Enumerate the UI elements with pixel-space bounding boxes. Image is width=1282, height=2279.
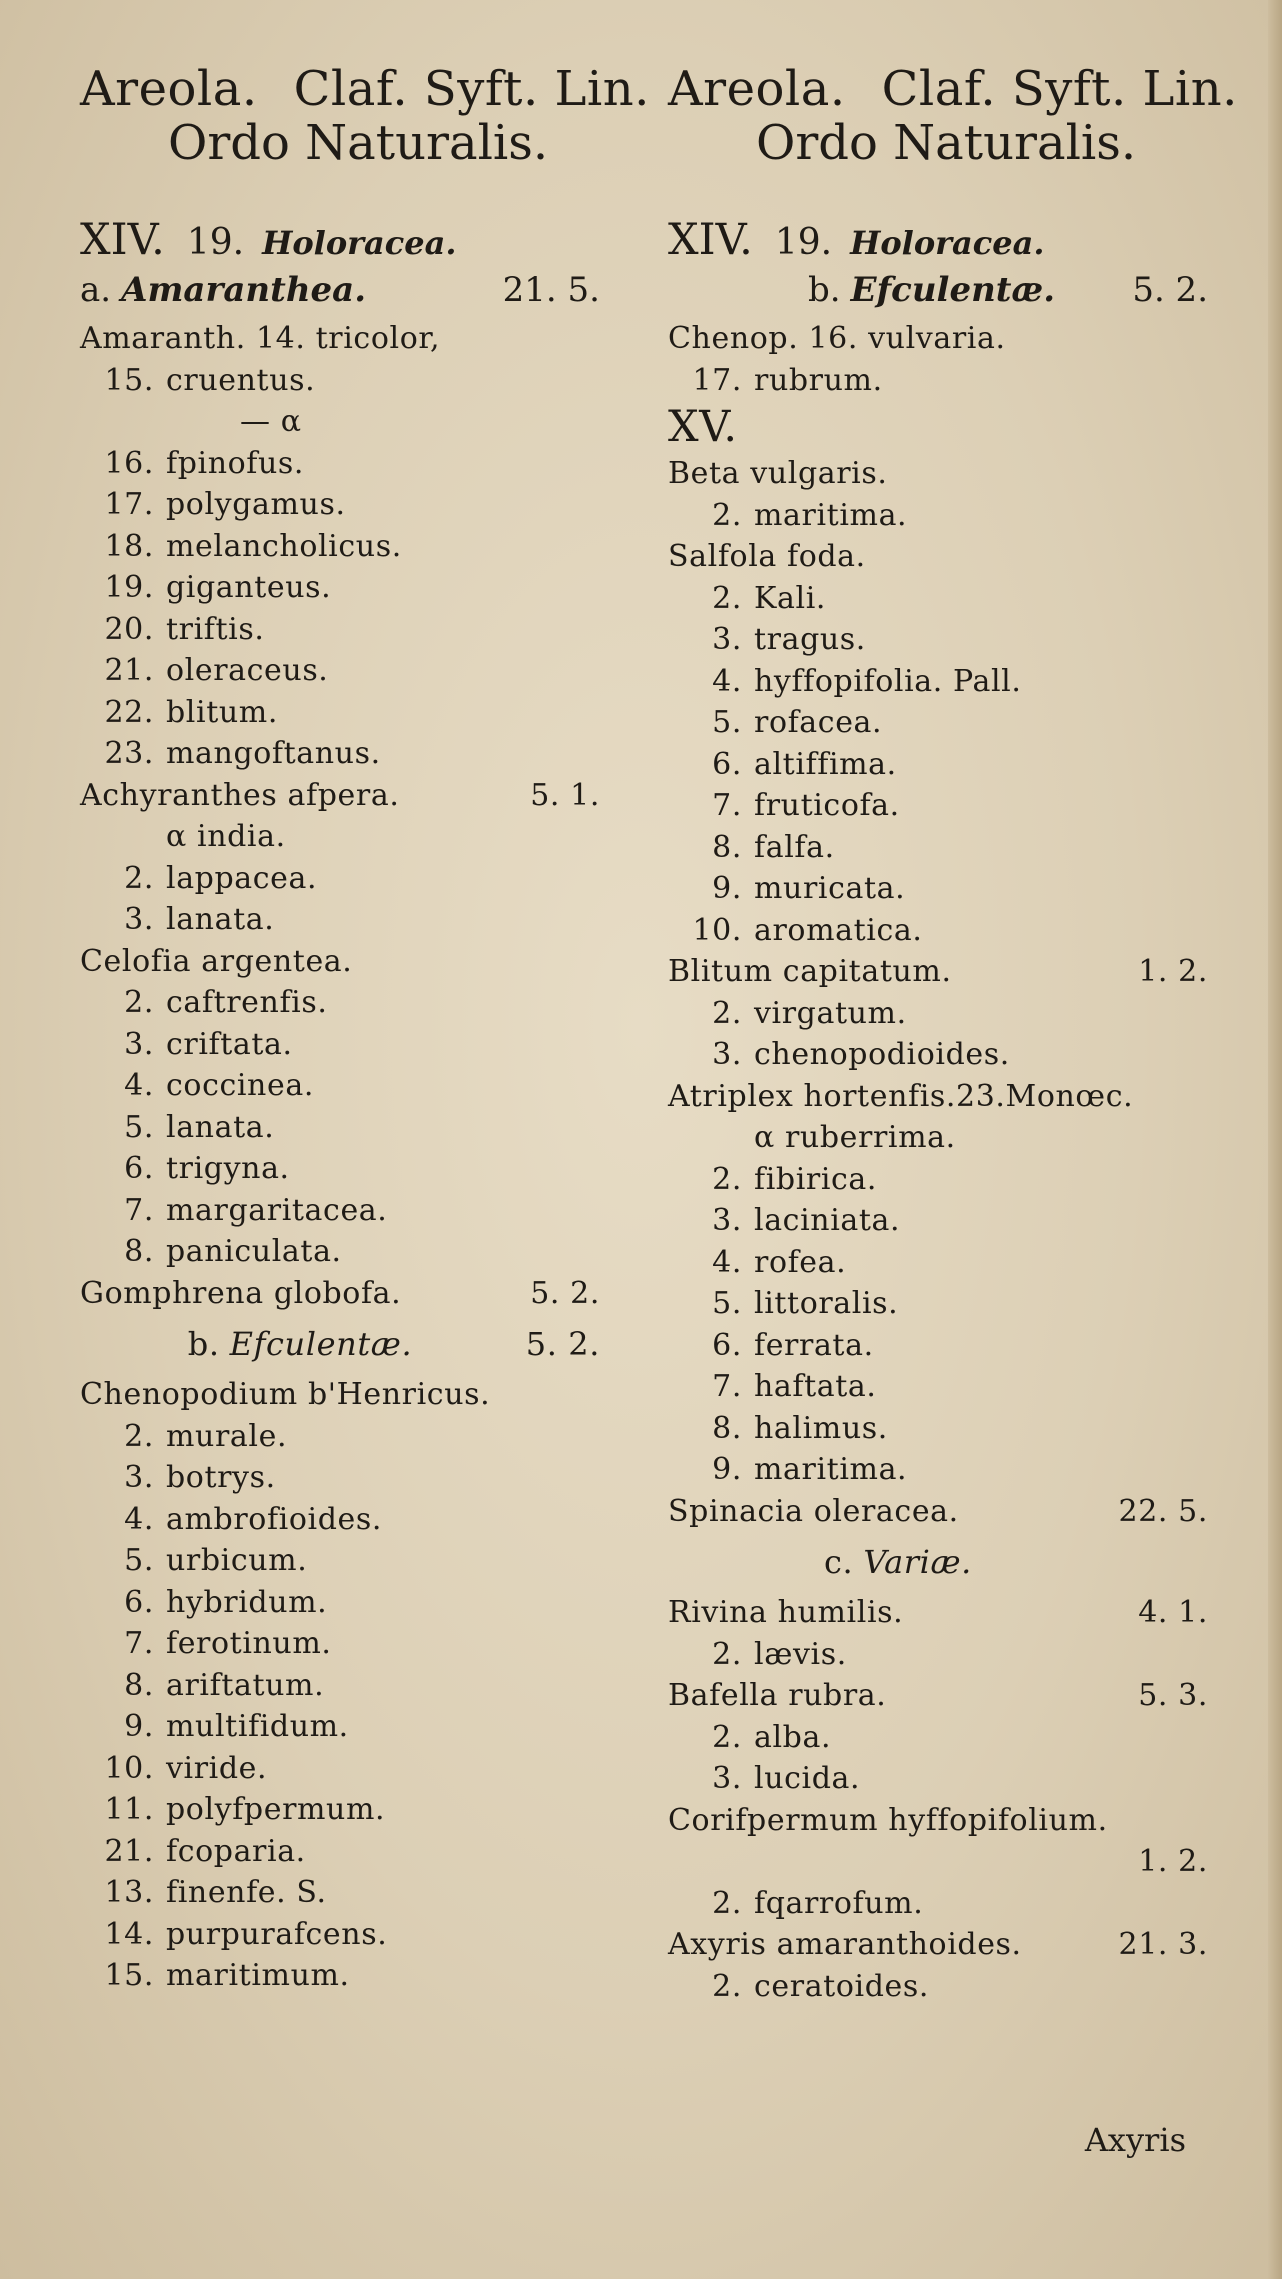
entry-row — [80, 775, 640, 817]
species-name: lanata. — [166, 1109, 275, 1145]
species-name: α ruberrima. — [754, 1120, 956, 1155]
species-number: 10. — [104, 1750, 154, 1786]
entry-row — [668, 702, 1248, 744]
entry-list — [80, 318, 640, 1997]
genus-name: Chenop. 16. vulvaria. — [668, 321, 1006, 356]
header-class: Claf. Syft. Lin. — [881, 61, 1238, 117]
class-code: 5. 3. — [1138, 1678, 1208, 1713]
subsection-heading: b. Efculentæ. 5. 2. — [808, 270, 1208, 310]
species-number: 3. — [712, 1203, 742, 1238]
species-name: margaritacea. — [166, 1192, 388, 1228]
species-number: 2. — [712, 580, 742, 616]
entry-row — [668, 1242, 1248, 1284]
species-name: urbicum. — [166, 1543, 308, 1578]
species-number: 8. — [712, 829, 742, 865]
species-name: caftrenfis. — [166, 985, 328, 1020]
species-number: 4. — [712, 663, 742, 699]
species-number: 17. — [692, 362, 742, 398]
species-name: muricata. — [754, 871, 906, 906]
entry-row — [668, 785, 1248, 827]
species-name: triftis. — [166, 611, 265, 647]
species-name: viride. — [166, 1750, 268, 1786]
entry-row — [80, 318, 640, 360]
species-number: 5. — [124, 1543, 154, 1578]
species-number: 7. — [712, 1369, 742, 1404]
entry-row — [80, 1706, 640, 1748]
entry-row — [668, 1491, 1248, 1533]
species-number: 22. — [104, 694, 154, 730]
entry-row — [80, 484, 640, 526]
species-name: hybridum. — [166, 1584, 328, 1620]
species-name: laciniata. — [754, 1203, 901, 1238]
species-number: 20. — [104, 611, 154, 647]
species-number: 2. — [712, 1968, 742, 2004]
species-number: 2. — [124, 1418, 154, 1454]
entry-row — [80, 1416, 640, 1458]
entry-row — [668, 1717, 1248, 1759]
entry-row — [668, 1283, 1248, 1325]
species-name: ferotinum. — [166, 1626, 332, 1661]
species-name: alba. — [754, 1719, 832, 1755]
entry-row — [668, 1758, 1248, 1800]
species-name: maritima. — [754, 1452, 908, 1487]
genus-name: Blitum capitatum. — [668, 954, 952, 989]
header-class: Claf. Syft. Lin. — [293, 61, 650, 117]
species-number: 4. — [124, 1068, 154, 1103]
species-number: 9. — [712, 1452, 742, 1487]
section-number: XV. — [668, 402, 738, 452]
entry-row — [668, 1034, 1248, 1076]
entry-row — [80, 1107, 640, 1149]
species-name: aromatica. — [754, 912, 923, 948]
genus-name: Axyris amaranthoides. — [668, 1927, 1022, 1962]
species-number: 21. — [104, 653, 154, 688]
class-code: 5. 2. — [530, 1275, 600, 1311]
entry-row — [80, 1623, 640, 1665]
entry-row — [80, 1024, 640, 1066]
species-name: purpurafcens. — [166, 1916, 388, 1952]
species-number: 6. — [124, 1151, 154, 1186]
species-number: 6. — [124, 1584, 154, 1620]
subsection-heading: c. Variæ. — [824, 1543, 972, 1581]
species-name: polyfpermum. — [166, 1792, 386, 1827]
entry-row — [668, 1449, 1248, 1491]
species-name: paniculata. — [166, 1234, 342, 1269]
species-name: multifidum. — [166, 1709, 349, 1744]
catchword: Axyris — [1084, 2121, 1186, 2159]
species-number: 3. — [124, 1026, 154, 1062]
column-header — [80, 61, 650, 117]
species-number: 2. — [124, 985, 154, 1020]
species-number: 2. — [712, 1719, 742, 1755]
species-number: 2. — [712, 995, 742, 1031]
entry-row — [668, 1966, 1248, 2008]
species-name: cruentus. — [166, 362, 316, 398]
species-name: rubrum. — [754, 362, 883, 398]
species-name: tragus. — [754, 622, 866, 657]
genus-name: Celofia argentea. — [80, 943, 353, 979]
species-name: melancholicus. — [166, 528, 402, 564]
species-name: lævis. — [754, 1636, 847, 1672]
entry-row — [668, 401, 1248, 453]
entry-row — [80, 1273, 640, 1315]
entry-row — [668, 619, 1248, 661]
entry-row — [80, 1914, 640, 1956]
entry-row — [668, 868, 1248, 910]
genus-name: Amaranth. 14. tricolor, — [80, 321, 441, 356]
class-code: 5. 1. — [530, 777, 600, 813]
species-number: 9. — [124, 1709, 154, 1744]
species-number: 14. — [104, 1916, 154, 1952]
entry-row — [80, 899, 640, 941]
species-number: 5. — [712, 705, 742, 740]
species-number: 3. — [712, 1037, 742, 1072]
species-name: fruticofa. — [754, 788, 900, 823]
entry-row — [80, 1374, 640, 1416]
species-name: virgatum. — [754, 995, 907, 1031]
entry-row — [80, 733, 640, 775]
entry-row — [668, 1117, 1248, 1159]
species-name: ambrofioides. — [166, 1501, 382, 1537]
species-name: maritima. — [754, 497, 908, 533]
species-name: trigyna. — [166, 1151, 290, 1186]
entry-row — [80, 360, 640, 402]
species-number: 8. — [712, 1410, 742, 1446]
species-name: ceratoides. — [754, 1968, 929, 2004]
entry-row — [668, 1883, 1248, 1925]
species-number: 18. — [104, 528, 154, 564]
entry-row — [80, 1665, 640, 1707]
entry-row — [668, 360, 1248, 402]
species-number: 3. — [712, 1761, 742, 1796]
entry-row — [80, 1582, 640, 1624]
entry-row — [668, 1634, 1248, 1676]
species-name: murale. — [166, 1418, 288, 1454]
genus-name: Rivina humilis. — [668, 1595, 904, 1630]
species-name: finenfe. S. — [166, 1875, 327, 1910]
species-name: ferrata. — [754, 1327, 874, 1363]
species-number: 23. — [104, 736, 154, 771]
species-name: haftata. — [754, 1369, 877, 1404]
species-name: fpinofus. — [166, 445, 305, 481]
species-number: 10. — [692, 912, 742, 948]
entry-row — [80, 1190, 640, 1232]
entry-row — [668, 910, 1248, 952]
species-number: 7. — [124, 1626, 154, 1661]
entry-row — [668, 318, 1248, 360]
entry-row — [668, 578, 1248, 620]
entry-row — [668, 1592, 1248, 1634]
entry-row — [80, 1457, 640, 1499]
species-name: falfa. — [754, 829, 835, 865]
species-number: 9. — [712, 871, 742, 906]
species-name: chenopodioides. — [754, 1037, 1010, 1072]
species-number: 15. — [104, 362, 154, 398]
entry-row — [80, 609, 640, 651]
entry-row — [80, 443, 640, 485]
entry-row — [668, 1200, 1248, 1242]
entry-row — [80, 401, 640, 443]
species-number: 2. — [712, 1161, 742, 1197]
species-name: hyffopifolia. Pall. — [754, 663, 1022, 699]
entry-row — [668, 1408, 1248, 1450]
header-areola: Areola. — [668, 61, 846, 117]
species-number: 2. — [712, 497, 742, 533]
species-name: fcoparia. — [166, 1833, 306, 1869]
species-number: 21. — [104, 1833, 154, 1869]
species-number: 7. — [124, 1192, 154, 1228]
class-code: 5. 2. — [525, 1325, 600, 1363]
variety-mark: — α — [240, 404, 302, 439]
entry-row — [668, 993, 1248, 1035]
entry-row — [80, 1872, 640, 1914]
species-name: maritimum. — [166, 1958, 350, 1993]
species-number: 7. — [712, 788, 742, 823]
entry-row — [80, 1499, 640, 1541]
species-number: 5. — [712, 1286, 742, 1321]
page-edge — [1268, 0, 1282, 2279]
entry-row — [668, 744, 1248, 786]
genus-name: Corifpermum hyffopifolium. — [668, 1802, 1108, 1838]
entry-row — [668, 453, 1248, 495]
class-code: 1. 2. — [1138, 1844, 1208, 1879]
species-number: 3. — [124, 1460, 154, 1495]
species-number: 3. — [124, 902, 154, 937]
species-number: 6. — [712, 746, 742, 782]
entry-row — [80, 526, 640, 568]
species-number: 11. — [104, 1792, 154, 1827]
entry-row — [668, 1159, 1248, 1201]
entry-row — [80, 567, 640, 609]
entry-row — [668, 1841, 1248, 1883]
species-name: botrys. — [166, 1460, 276, 1495]
entry-row — [80, 982, 640, 1024]
entry-row — [80, 1748, 640, 1790]
section-heading: XIV. 19. Holoracea. — [668, 215, 1045, 265]
species-name: Kali. — [754, 580, 827, 616]
species-name: lucida. — [754, 1761, 861, 1796]
species-name: lappacea. — [166, 860, 318, 896]
section-heading: XIV. 19. Holoracea. — [80, 215, 457, 265]
class-code: 22. 5. — [1118, 1493, 1208, 1529]
entry-row — [80, 858, 640, 900]
species-number: 16. — [104, 445, 154, 481]
species-number: 15. — [104, 1958, 154, 1993]
entry-row — [668, 661, 1248, 703]
genus-name: Salfola foda. — [668, 539, 866, 574]
species-name: fibirica. — [754, 1161, 878, 1197]
entry-row — [80, 1955, 640, 1997]
species-name: α india. — [166, 819, 286, 854]
entry-row — [668, 1924, 1248, 1966]
class-code: 21. 3. — [1118, 1927, 1208, 1962]
genus-name: Atriplex hortenfis.23.Monœc. — [668, 1078, 1134, 1114]
entry-list — [668, 318, 1248, 2007]
species-number: 19. — [104, 570, 154, 605]
header-areola: Areola. — [80, 61, 258, 117]
species-number: 4. — [124, 1501, 154, 1537]
class-code: 1. 2. — [1138, 954, 1208, 989]
genus-name: Gomphrena globofa. — [80, 1275, 402, 1311]
species-name: ariftatum. — [166, 1667, 325, 1703]
species-name: lanata. — [166, 902, 275, 937]
entry-row — [668, 495, 1248, 537]
genus-name: Achyranthes afpera. — [80, 777, 400, 813]
species-number: 6. — [712, 1327, 742, 1363]
species-number: 8. — [124, 1667, 154, 1703]
species-name: coccinea. — [166, 1068, 314, 1103]
genus-name: Beta vulgaris. — [668, 456, 888, 491]
entry-row — [668, 1076, 1248, 1118]
entry-row — [80, 1148, 640, 1190]
entry-row — [80, 941, 640, 983]
entry-row — [668, 1800, 1248, 1842]
species-number: 2. — [712, 1885, 742, 1921]
entry-row — [668, 536, 1248, 578]
header-ordo: Ordo Naturalis. — [168, 115, 549, 171]
species-name: blitum. — [166, 694, 278, 730]
entry-row — [80, 1065, 640, 1107]
species-name: fqarrofum. — [754, 1885, 924, 1921]
species-name: giganteus. — [166, 570, 332, 605]
species-number: 2. — [712, 1636, 742, 1672]
genus-name: Chenopodium b'Henricus. — [80, 1377, 491, 1412]
left-column — [80, 61, 650, 1997]
entry-row — [668, 1675, 1248, 1717]
species-number: 4. — [712, 1244, 742, 1280]
entry-row — [668, 951, 1248, 993]
right-column — [668, 62, 1248, 2007]
entry-row — [80, 1540, 640, 1582]
species-name: mangoftanus. — [166, 736, 381, 771]
entry-row — [80, 1789, 640, 1831]
species-name: oleraceus. — [166, 653, 329, 688]
species-name: rofea. — [754, 1244, 847, 1280]
entry-row — [668, 1325, 1248, 1367]
column-header — [668, 62, 1248, 116]
species-number: 17. — [104, 487, 154, 522]
subsection-heading: a. Amaranthea. 21. 5. — [80, 270, 600, 310]
species-number: 5. — [124, 1109, 154, 1145]
genus-name: Spinacia oleracea. — [668, 1493, 959, 1529]
species-name: polygamus. — [166, 487, 346, 522]
entry-row — [668, 1366, 1248, 1408]
header-ordo: Ordo Naturalis. — [756, 115, 1137, 171]
genus-name: Bafella rubra. — [668, 1678, 887, 1713]
species-number: 13. — [104, 1875, 154, 1910]
entry-row — [80, 1831, 640, 1873]
entry-row — [80, 692, 640, 734]
species-name: halimus. — [754, 1410, 888, 1446]
species-number: 8. — [124, 1234, 154, 1269]
species-name: rofacea. — [754, 705, 883, 740]
entry-row — [80, 650, 640, 692]
entry-row — [80, 1231, 640, 1273]
entry-row — [668, 827, 1248, 869]
entry-row — [80, 816, 640, 858]
class-code: 4. 1. — [1138, 1595, 1208, 1630]
species-name: criftata. — [166, 1026, 293, 1062]
species-number: 2. — [124, 860, 154, 896]
species-number: 3. — [712, 622, 742, 657]
species-name: altiffima. — [754, 746, 897, 782]
species-name: littoralis. — [754, 1286, 899, 1321]
subsection-heading: b. Efculentæ. 5. 2. — [80, 1314, 640, 1374]
